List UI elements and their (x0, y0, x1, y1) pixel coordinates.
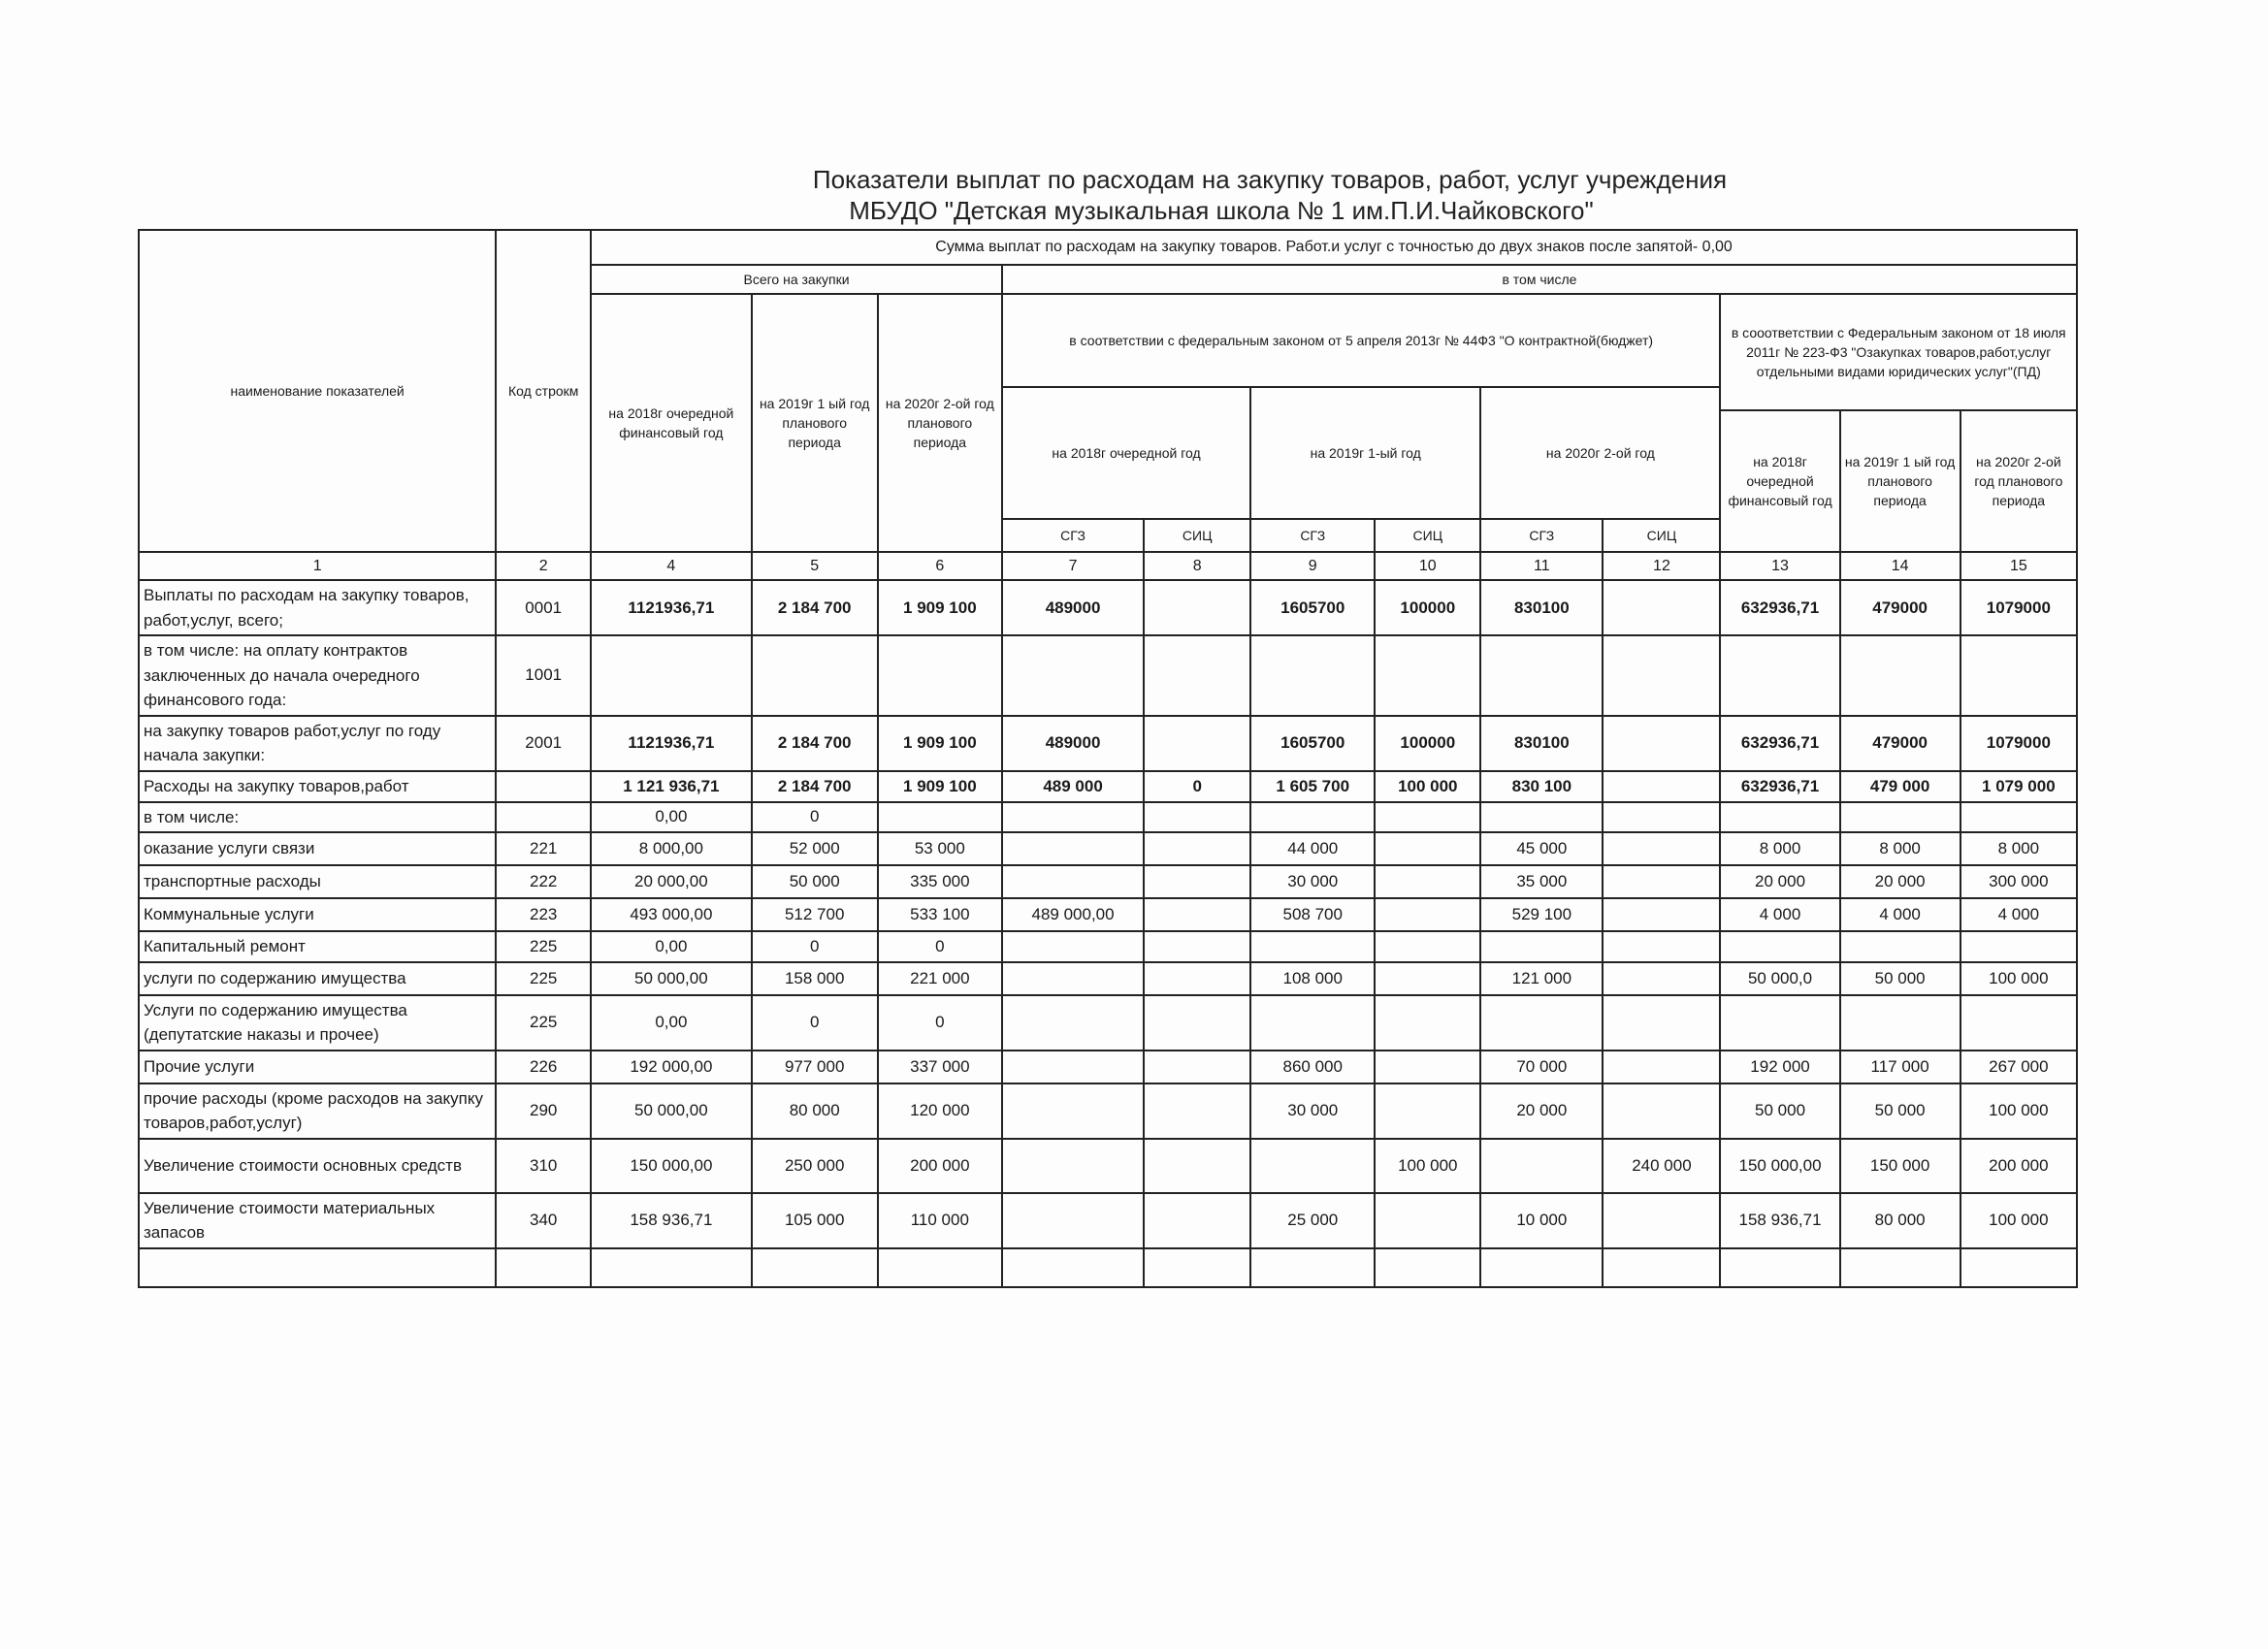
row-code (496, 802, 591, 833)
row-value: 20 000 (1720, 865, 1839, 898)
row-value: 45 000 (1480, 832, 1603, 865)
row-value (1144, 1083, 1250, 1139)
table-row (139, 832, 2077, 865)
row-value: 335 000 (878, 865, 1002, 898)
row-value (1144, 1193, 1250, 1248)
row-value (1375, 898, 1480, 931)
row-value: 2 184 700 (752, 580, 878, 635)
table-row (139, 635, 2077, 716)
row-name: Прочие услуги (139, 1051, 496, 1083)
row-name: услуги по содержанию имущества (139, 962, 496, 995)
row-value (1603, 931, 1720, 962)
row-value: 479 000 (1840, 771, 1960, 802)
row-name: Услуги по содержанию имущества (депутатские наказы и прочее) (139, 995, 496, 1051)
column-numbers (139, 552, 2077, 580)
row-value: 830100 (1480, 716, 1603, 771)
header-fz223-2020: на 2020г 2-ой год планового периода (1960, 410, 2077, 552)
table-row (139, 1193, 2077, 1248)
row-value: 10 000 (1480, 1193, 1603, 1248)
row-value: 120 000 (878, 1083, 1002, 1139)
header-fz44-2020: на 2020г 2-ой год (1480, 387, 1720, 519)
row-value (1480, 635, 1603, 716)
row-value: 8 000 (1840, 832, 1960, 865)
empty-row (139, 1248, 2077, 1287)
row-value (1603, 1193, 1720, 1248)
row-value: 100 000 (1375, 1139, 1480, 1193)
header-fz44-2019: на 2019г 1-ый год (1250, 387, 1480, 519)
table-header (139, 230, 2077, 552)
row-value (1603, 1051, 1720, 1083)
row-value (1250, 802, 1375, 833)
row-value: 240 000 (1603, 1139, 1720, 1193)
row-value (1720, 635, 1839, 716)
column-number: 1 (139, 552, 496, 580)
row-value: 8 000 (1960, 832, 2077, 865)
header-total-group: Всего на закупки (591, 265, 1002, 294)
row-value: 479000 (1840, 580, 1960, 635)
row-value: 80 000 (1840, 1193, 1960, 1248)
row-value: 0 (878, 995, 1002, 1051)
row-value: 1 079 000 (1960, 771, 2077, 802)
header-sic: СИЦ (1375, 519, 1480, 552)
empty-cell (1720, 1248, 1839, 1287)
row-code: 310 (496, 1139, 591, 1193)
column-number: 9 (1250, 552, 1375, 580)
row-value (1002, 962, 1144, 995)
row-value: 44 000 (1250, 832, 1375, 865)
row-value: 50 000 (1840, 1083, 1960, 1139)
column-number: 6 (878, 552, 1002, 580)
row-value (1144, 1051, 1250, 1083)
row-value: 221 000 (878, 962, 1002, 995)
row-value: 20 000 (1480, 1083, 1603, 1139)
row-value (1144, 898, 1250, 931)
row-value: 30 000 (1250, 865, 1375, 898)
row-value (1603, 865, 1720, 898)
row-code: 340 (496, 1193, 591, 1248)
row-value: 100 000 (1960, 962, 2077, 995)
column-number: 10 (1375, 552, 1480, 580)
row-value: 100000 (1375, 580, 1480, 635)
row-value (1144, 962, 1250, 995)
empty-cell (1375, 1248, 1480, 1287)
header-sgz: СГЗ (1480, 519, 1603, 552)
row-code: 290 (496, 1083, 591, 1139)
row-value: 1121936,71 (591, 580, 751, 635)
row-value: 52 000 (752, 832, 878, 865)
row-code: 221 (496, 832, 591, 865)
row-value (591, 635, 751, 716)
header-fz223-2019: на 2019г 1 ый год планового периода (1840, 410, 1960, 552)
table-row (139, 580, 2077, 635)
row-value (1375, 995, 1480, 1051)
row-value: 108 000 (1250, 962, 1375, 995)
row-value (1002, 1051, 1144, 1083)
row-value: 105 000 (752, 1193, 878, 1248)
header-total-2018: на 2018г очередной финансовый год (591, 294, 751, 552)
row-code: 222 (496, 865, 591, 898)
row-value (1480, 1139, 1603, 1193)
row-value (1002, 995, 1144, 1051)
institution-name: МБУДО "Детская музыкальная школа № 1 им.П.И.Чайковского" (849, 196, 1594, 225)
row-code (496, 771, 591, 802)
row-value: 50 000,00 (591, 962, 751, 995)
row-name: в том числе: (139, 802, 496, 833)
row-value: 1 909 100 (878, 771, 1002, 802)
empty-cell (1480, 1248, 1603, 1287)
table-row (139, 1051, 2077, 1083)
header-sic: СИЦ (1603, 519, 1720, 552)
row-value: 53 000 (878, 832, 1002, 865)
row-value: 20 000,00 (591, 865, 751, 898)
row-value (1960, 802, 2077, 833)
table-row (139, 995, 2077, 1051)
row-code: 225 (496, 995, 591, 1051)
row-value (1375, 1051, 1480, 1083)
row-value (1144, 832, 1250, 865)
row-value: 0,00 (591, 995, 751, 1051)
row-value: 150 000 (1840, 1139, 1960, 1193)
row-value (1603, 802, 1720, 833)
empty-cell (591, 1248, 751, 1287)
row-value: 4 000 (1840, 898, 1960, 931)
header-sic: СИЦ (1144, 519, 1250, 552)
table-row (139, 802, 2077, 833)
empty-cell (1960, 1248, 2077, 1287)
row-value: 1079000 (1960, 716, 2077, 771)
row-value: 0 (752, 931, 878, 962)
row-value: 0 (1144, 771, 1250, 802)
empty-cell (752, 1248, 878, 1287)
row-value (1960, 931, 2077, 962)
row-value: 35 000 (1480, 865, 1603, 898)
row-name: оказание услуги связи (139, 832, 496, 865)
header-fz223-2018: на 2018г очередной финансовый год (1720, 410, 1839, 552)
row-value: 479000 (1840, 716, 1960, 771)
row-value: 0 (752, 802, 878, 833)
row-value (1603, 580, 1720, 635)
row-name: Увеличение стоимости материальных запасов (139, 1193, 496, 1248)
row-value: 50 000 (1720, 1083, 1839, 1139)
row-value: 489 000,00 (1002, 898, 1144, 931)
row-value: 121 000 (1480, 962, 1603, 995)
row-value (1002, 635, 1144, 716)
row-value: 508 700 (1250, 898, 1375, 931)
row-value (1840, 635, 1960, 716)
row-code: 223 (496, 898, 591, 931)
payments-table (138, 229, 2078, 1288)
row-value (1720, 931, 1839, 962)
row-value: 337 000 (878, 1051, 1002, 1083)
row-value (1002, 865, 1144, 898)
row-value (1603, 635, 1720, 716)
row-value: 267 000 (1960, 1051, 2077, 1083)
row-value (1840, 931, 1960, 962)
row-value: 158 936,71 (1720, 1193, 1839, 1248)
row-value (1144, 580, 1250, 635)
row-value: 200 000 (1960, 1139, 2077, 1193)
row-value: 80 000 (752, 1083, 878, 1139)
table-row (139, 1083, 2077, 1139)
row-value (1375, 1193, 1480, 1248)
header-sgz: СГЗ (1250, 519, 1375, 552)
row-value: 158 000 (752, 962, 878, 995)
empty-cell (878, 1248, 1002, 1287)
row-value (1250, 1139, 1375, 1193)
header-sum-title: Сумма выплат по расходам на закупку товаров. Работ.и услуг с точностью до двух знаков после запятой- 0,00 (591, 230, 2077, 265)
row-value (1603, 898, 1720, 931)
row-value: 1079000 (1960, 580, 2077, 635)
row-value: 110 000 (878, 1193, 1002, 1248)
row-value (1375, 635, 1480, 716)
empty-cell (139, 1248, 496, 1287)
empty-cell (496, 1248, 591, 1287)
row-value (1840, 802, 1960, 833)
table-row (139, 716, 2077, 771)
row-value: 489000 (1002, 580, 1144, 635)
row-code: 0001 (496, 580, 591, 635)
row-value: 1 909 100 (878, 580, 1002, 635)
row-value: 100000 (1375, 716, 1480, 771)
table-row (139, 931, 2077, 962)
row-value: 977 000 (752, 1051, 878, 1083)
row-value (1144, 802, 1250, 833)
row-value: 150 000,00 (591, 1139, 751, 1193)
table-row (139, 865, 2077, 898)
row-value (1144, 1139, 1250, 1193)
row-value: 489 000 (1002, 771, 1144, 802)
empty-cell (1840, 1248, 1960, 1287)
row-name: Коммунальные услуги (139, 898, 496, 931)
column-number: 7 (1002, 552, 1144, 580)
column-number: 13 (1720, 552, 1839, 580)
row-value (1960, 635, 2077, 716)
row-value: 192 000 (1720, 1051, 1839, 1083)
row-value (1480, 802, 1603, 833)
row-value: 8 000,00 (591, 832, 751, 865)
row-value: 100 000 (1960, 1083, 2077, 1139)
table-row (139, 962, 2077, 995)
empty-cell (1144, 1248, 1250, 1287)
row-value (1144, 931, 1250, 962)
row-value: 117 000 (1840, 1051, 1960, 1083)
row-code: 225 (496, 962, 591, 995)
row-value: 2 184 700 (752, 771, 878, 802)
row-value (1002, 832, 1144, 865)
row-value: 632936,71 (1720, 771, 1839, 802)
row-value (1002, 1193, 1144, 1248)
row-value: 1605700 (1250, 716, 1375, 771)
row-value: 1605700 (1250, 580, 1375, 635)
row-name: прочие расходы (кроме расходов на закупку товаров,работ,услуг) (139, 1083, 496, 1139)
row-value (1144, 995, 1250, 1051)
row-value: 533 100 (878, 898, 1002, 931)
row-value: 1 605 700 (1250, 771, 1375, 802)
table-row (139, 1139, 2077, 1193)
row-value (1603, 995, 1720, 1051)
header-fz44-2018: на 2018г очередной год (1002, 387, 1250, 519)
row-value (1002, 1139, 1144, 1193)
row-value: 512 700 (752, 898, 878, 931)
row-value (1603, 832, 1720, 865)
row-value: 100 000 (1960, 1193, 2077, 1248)
row-value: 4 000 (1720, 898, 1839, 931)
column-number: 14 (1840, 552, 1960, 580)
row-value: 1121936,71 (591, 716, 751, 771)
row-value (1002, 931, 1144, 962)
row-name: в том числе: на оплату контрактов заключенных до начала очередного финансового года: (139, 635, 496, 716)
row-value: 0,00 (591, 931, 751, 962)
row-value: 1 121 936,71 (591, 771, 751, 802)
row-value: 0 (878, 931, 1002, 962)
row-value (1960, 995, 2077, 1051)
row-value: 100 000 (1375, 771, 1480, 802)
header-fz223: в сооответствии с Федеральным законом от 18 июля 2011г № 223-Ф3 "Озакупках товаров,работ,услуг отдельными видами юридических услуг"(ПД) (1720, 294, 2077, 410)
row-value (1002, 802, 1144, 833)
header-total-2020: на 2020г 2-ой год планового периода (878, 294, 1002, 552)
row-value (1720, 802, 1839, 833)
row-value: 830 100 (1480, 771, 1603, 802)
column-number: 12 (1603, 552, 1720, 580)
row-value (1375, 865, 1480, 898)
row-value: 250 000 (752, 1139, 878, 1193)
row-value (878, 635, 1002, 716)
row-name: Увеличение стоимости основных средств (139, 1139, 496, 1193)
row-value: 200 000 (878, 1139, 1002, 1193)
table-row (139, 898, 2077, 931)
row-value: 158 936,71 (591, 1193, 751, 1248)
empty-cell (1250, 1248, 1375, 1287)
row-name: на закупку товаров работ,услуг по году начала закупки: (139, 716, 496, 771)
row-value: 300 000 (1960, 865, 2077, 898)
row-value: 632936,71 (1720, 580, 1839, 635)
row-code: 226 (496, 1051, 591, 1083)
row-value (1144, 635, 1250, 716)
column-number: 4 (591, 552, 751, 580)
row-name: Капитальный ремонт (139, 931, 496, 962)
row-value: 489000 (1002, 716, 1144, 771)
row-value: 8 000 (1720, 832, 1839, 865)
row-value (1375, 832, 1480, 865)
row-value: 150 000,00 (1720, 1139, 1839, 1193)
header-code: Код строкм (496, 230, 591, 552)
empty-cell (1603, 1248, 1720, 1287)
row-value: 4 000 (1960, 898, 2077, 931)
row-value: 493 000,00 (591, 898, 751, 931)
row-value: 1 909 100 (878, 716, 1002, 771)
row-code: 225 (496, 931, 591, 962)
row-name: Выплаты по расходам на закупку товаров, работ,услуг, всего; (139, 580, 496, 635)
row-value: 632936,71 (1720, 716, 1839, 771)
row-value: 192 000,00 (591, 1051, 751, 1083)
row-value (1375, 1083, 1480, 1139)
column-number: 8 (1144, 552, 1250, 580)
column-number: 2 (496, 552, 591, 580)
row-value: 860 000 (1250, 1051, 1375, 1083)
column-number: 11 (1480, 552, 1603, 580)
row-value (1720, 995, 1839, 1051)
row-code: 1001 (496, 635, 591, 716)
header-sgz: СГЗ (1002, 519, 1144, 552)
report-title: Показатели выплат по расходам на закупку товаров, работ, услуг учреждения (812, 165, 1728, 194)
row-value (878, 802, 1002, 833)
row-value: 25 000 (1250, 1193, 1375, 1248)
header-incl-group: в том числе (1002, 265, 2077, 294)
row-value (1603, 771, 1720, 802)
row-value: 70 000 (1480, 1051, 1603, 1083)
header-total-2019: на 2019г 1 ый год планового периода (752, 294, 878, 552)
row-value (1144, 716, 1250, 771)
row-value: 0 (752, 995, 878, 1051)
row-value (1603, 1083, 1720, 1139)
row-value (1375, 802, 1480, 833)
row-value (1250, 635, 1375, 716)
row-value: 830100 (1480, 580, 1603, 635)
empty-cell (1002, 1248, 1144, 1287)
row-value (1250, 995, 1375, 1051)
row-value: 50 000 (1840, 962, 1960, 995)
column-number: 5 (752, 552, 878, 580)
column-number: 15 (1960, 552, 2077, 580)
row-value (1250, 931, 1375, 962)
row-code: 2001 (496, 716, 591, 771)
row-value: 2 184 700 (752, 716, 878, 771)
header-fz44: в соответствии с федеральным законом от 5 апреля 2013г № 44Ф3 "О контрактной(бюджет) (1002, 294, 1721, 387)
row-value (1603, 962, 1720, 995)
row-value (1840, 995, 1960, 1051)
row-name: транспортные расходы (139, 865, 496, 898)
row-value: 50 000 (752, 865, 878, 898)
row-value (1144, 865, 1250, 898)
row-value (1375, 962, 1480, 995)
row-value: 50 000,0 (1720, 962, 1839, 995)
header-name: наименование показателей (139, 230, 496, 552)
row-value (1480, 995, 1603, 1051)
row-value (1480, 931, 1603, 962)
row-value (752, 635, 878, 716)
row-value: 529 100 (1480, 898, 1603, 931)
row-value (1375, 931, 1480, 962)
row-value: 50 000,00 (591, 1083, 751, 1139)
column-number-row (139, 552, 2077, 580)
row-value: 20 000 (1840, 865, 1960, 898)
table-row (139, 771, 2077, 802)
row-value: 30 000 (1250, 1083, 1375, 1139)
row-value (1603, 716, 1720, 771)
row-name: Расходы на закупку товаров,работ (139, 771, 496, 802)
row-value: 0,00 (591, 802, 751, 833)
table-body (139, 580, 2077, 1287)
row-value (1002, 1083, 1144, 1139)
